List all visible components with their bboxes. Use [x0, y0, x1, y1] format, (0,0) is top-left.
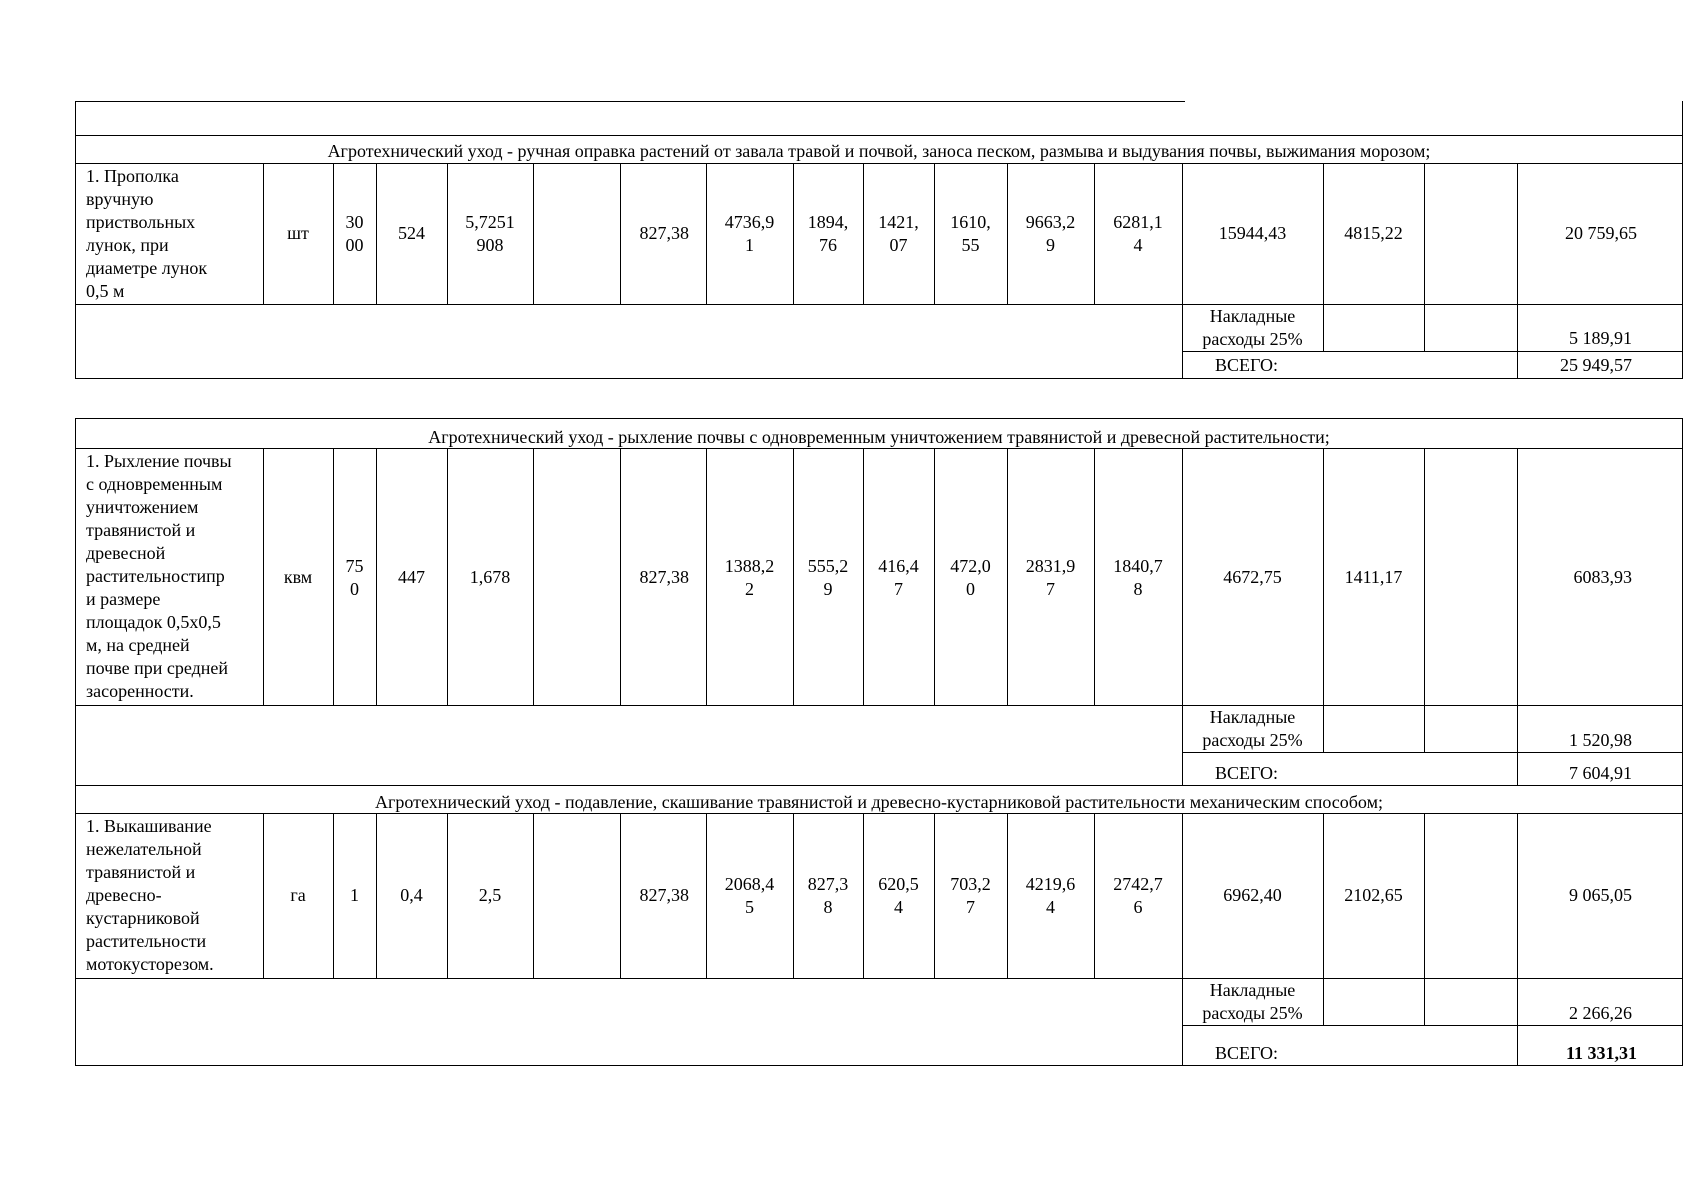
value-cell: 524 [398, 223, 425, 243]
value-cell: 416,4 7 [878, 556, 919, 599]
value-cell: 703,2 7 [950, 874, 991, 917]
unit-cell: квм [283, 567, 313, 587]
value-cell: 827,38 [639, 567, 689, 587]
value-cell: 15944,43 [1218, 223, 1287, 243]
value-cell: 4736,9 1 [724, 212, 775, 255]
quantity-cell: 1 [350, 885, 359, 905]
table-rule [75, 378, 1683, 379]
table-rule [75, 978, 1683, 979]
total-label: ВСЕГО: [1215, 1043, 1278, 1063]
row-total: 9 065,05 [1569, 885, 1632, 905]
table-rule [533, 163, 534, 304]
value-cell: 472,0 0 [950, 556, 991, 599]
value-cell: 2068,4 5 [724, 874, 775, 917]
value-cell: 4219,6 4 [1025, 874, 1076, 917]
value-cell: 1388,2 2 [724, 556, 775, 599]
table-rule [75, 304, 1683, 305]
value-cell: 2742,7 6 [1113, 874, 1163, 917]
total-value: 7 604,91 [1569, 763, 1632, 783]
section-title: Агротехнический уход - подавление, скашивание травянистой и древесно-кустарниковой растительности механическим способом; [375, 792, 1383, 812]
value-cell: 6962,40 [1223, 885, 1282, 905]
unit-cell: га [290, 885, 306, 905]
table-rule [1424, 448, 1425, 752]
table-rule [1182, 351, 1683, 352]
table-rule [75, 705, 1683, 706]
value-cell: 0,4 [400, 885, 423, 905]
overhead-label: Накладные расходы 25% [1202, 980, 1303, 1023]
table-rule [1682, 418, 1683, 1066]
value-cell: 2,5 [478, 885, 502, 905]
row-total: 6083,93 [1573, 567, 1632, 587]
table-rule [1517, 813, 1518, 1066]
value-cell: 1421, 07 [878, 212, 919, 255]
quantity-cell: 30 00 [345, 212, 364, 255]
value-cell: 4815,22 [1344, 223, 1403, 243]
work-name: 1. Выкашивание нежелательной травянистой и древесно- кустарниковой растительности мотокусторезом. [86, 816, 214, 974]
overhead-value: 5 189,91 [1569, 328, 1632, 348]
total-value: 25 949,57 [1560, 355, 1632, 375]
table-rule [75, 785, 1683, 786]
value-cell: 9663,2 9 [1025, 212, 1076, 255]
table-rule [75, 163, 1683, 164]
table-rule [75, 418, 1683, 419]
value-cell: 4672,75 [1223, 567, 1282, 587]
work-name: 1. Прополка вручную приствольных лунок, при диаметре лунок 0,5 м [86, 166, 208, 301]
value-cell: 1,678 [469, 567, 511, 587]
table-rule [75, 1065, 1683, 1066]
value-cell: 1894, 76 [807, 212, 849, 255]
total-value: 11 331,31 [1565, 1043, 1637, 1063]
value-cell: 2831,9 7 [1025, 556, 1076, 599]
table-rule [1182, 1025, 1683, 1026]
table-rule [533, 813, 534, 978]
table-rule [1182, 813, 1183, 1066]
value-cell: 827,38 [639, 223, 689, 243]
overhead-label: Накладные расходы 25% [1202, 707, 1303, 750]
total-label: ВСЕГО: [1215, 355, 1278, 375]
table-rule [1424, 163, 1425, 352]
quantity-cell: 75 0 [345, 556, 364, 599]
value-cell: 555,2 9 [807, 556, 849, 599]
value-cell: 620,5 4 [878, 874, 919, 917]
table-rule [1182, 752, 1683, 753]
table-rule [75, 101, 1185, 102]
value-cell: 1610, 55 [950, 212, 991, 255]
unit-cell: шт [287, 223, 309, 243]
total-label: ВСЕГО: [1215, 763, 1278, 783]
value-cell: 1840,7 8 [1113, 556, 1163, 599]
table-rule [1323, 448, 1324, 752]
value-cell: 447 [398, 567, 425, 587]
table-rule [1323, 813, 1324, 1025]
value-cell: 2102,65 [1344, 885, 1403, 905]
section-title: Агротехнический уход - рыхление почвы с одновременным уничтожением травянистой и древесной растительности; [428, 427, 1330, 447]
value-cell: 6281,1 4 [1113, 212, 1163, 255]
table-rule [1424, 813, 1425, 1025]
overhead-value: 1 520,98 [1569, 730, 1632, 750]
value-cell: 827,38 [639, 885, 689, 905]
value-cell: 1411,17 [1344, 567, 1403, 587]
table-rule [75, 135, 1683, 136]
value-cell: 827,3 8 [807, 874, 849, 917]
row-total: 20 759,65 [1565, 223, 1637, 243]
work-name: 1. Рыхление почвы с одновременным уничтожением травянистой и древесной растительностипр и размере площадок 0,5х0,5 м, на средней почве при средней засоренности. [86, 451, 232, 701]
value-cell: 5,7251 908 [465, 212, 515, 255]
overhead-value: 2 266,26 [1569, 1003, 1632, 1023]
table-rule [533, 448, 534, 705]
table-rule [75, 418, 76, 1066]
overhead-label: Накладные расходы 25% [1202, 306, 1303, 349]
section-title: Агротехнический уход - ручная оправка растений от завала травой и почвой, заноса песком, размыва и выдувания почвы, выжимания морозом; [327, 141, 1431, 161]
table-rule [1323, 163, 1324, 352]
